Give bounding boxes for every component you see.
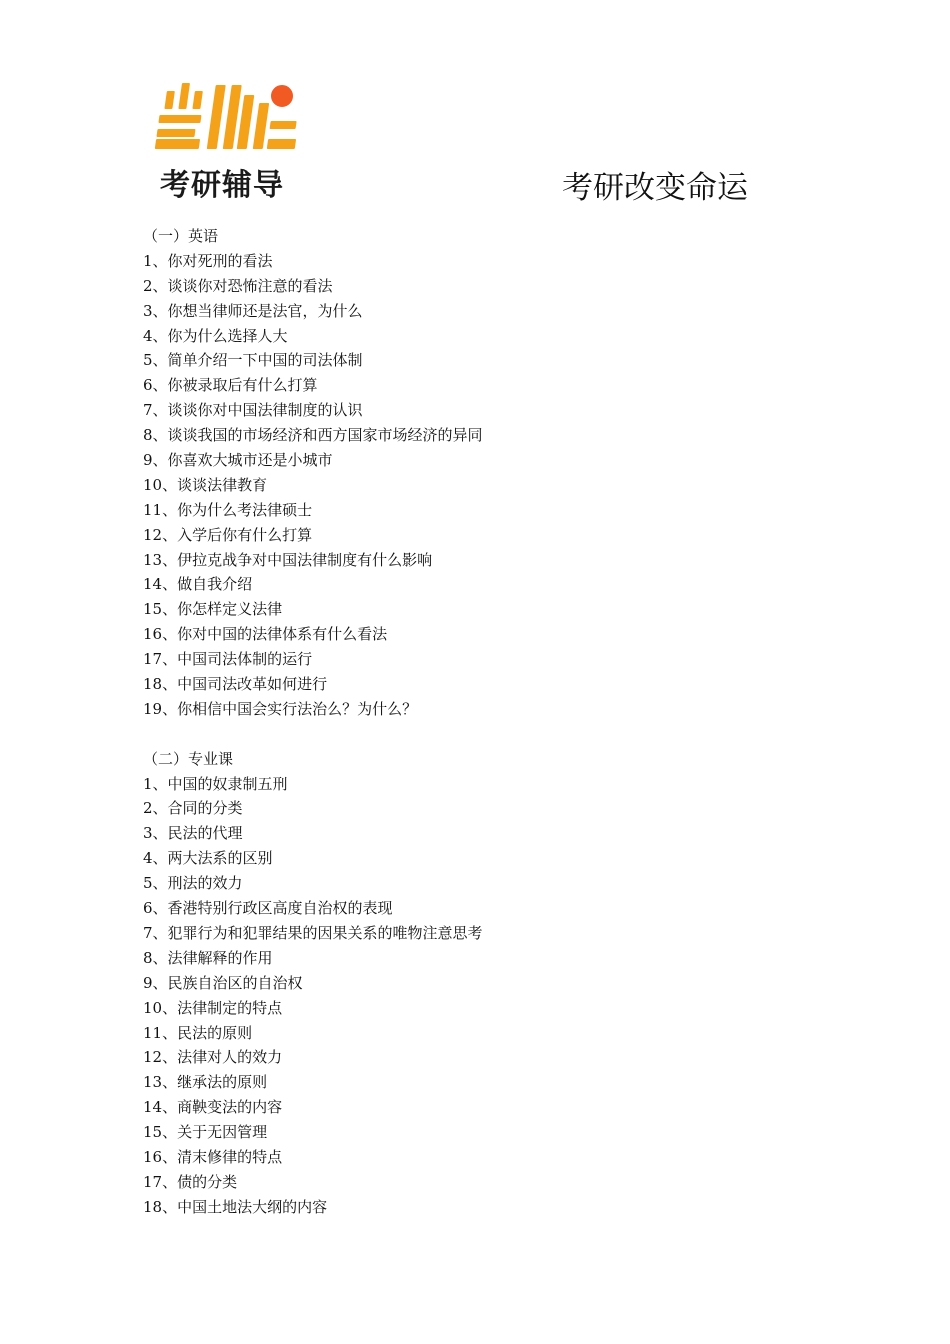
question-content <box>143 224 843 1220</box>
list-item: 8、法律解释的作用 <box>143 948 273 967</box>
list-item: 3、民法的代理 <box>143 824 243 843</box>
logo-mark-icon <box>150 76 302 156</box>
question-list <box>143 772 843 1220</box>
list-item: 13、继承法的原则 <box>143 1073 268 1092</box>
list-item: 18、中国土地法大纲的内容 <box>143 1197 328 1216</box>
question-list <box>143 249 843 722</box>
list-item: 12、法律对人的效力 <box>143 1048 283 1067</box>
list-item: 1、中国的奴隶制五刑 <box>143 774 288 793</box>
list-item: 10、谈谈法律教育 <box>143 475 268 494</box>
list-item: 13、伊拉克战争对中国法律制度有什么影响 <box>143 550 433 569</box>
list-item: 9、民族自治区的自治权 <box>143 973 303 992</box>
list-item: 7、谈谈你对中国法律制度的认识 <box>143 401 363 420</box>
list-item: 17、债的分类 <box>143 1172 238 1191</box>
list-item: 5、简单介绍一下中国的司法体制 <box>143 351 363 370</box>
list-item: 4、两大法系的区别 <box>143 849 273 868</box>
list-item: 1、你对死刑的看法 <box>143 251 273 270</box>
list-item: 14、商鞅变法的内容 <box>143 1098 283 1117</box>
list-item: 4、你为什么选择人大 <box>143 326 288 345</box>
list-item: 6、香港特别行政区高度自治权的表现 <box>143 899 393 918</box>
list-item: 5、刑法的效力 <box>143 874 243 893</box>
list-item: 2、合同的分类 <box>143 799 243 818</box>
list-item: 9、你喜欢大城市还是小城市 <box>143 451 333 470</box>
list-item: 17、中国司法体制的运行 <box>143 650 313 669</box>
list-item: 11、你为什么考法律硕士 <box>143 500 313 519</box>
list-item: 11、民法的原则 <box>143 1023 253 1042</box>
brand-logo <box>150 76 310 203</box>
list-item: 3、你想当律师还是法官，为什么 <box>143 301 363 320</box>
section-title: （一）英语 <box>143 227 219 245</box>
list-item: 16、你对中国的法律体系有什么看法 <box>143 625 388 644</box>
list-item: 14、做自我介绍 <box>143 575 253 594</box>
list-item: 19、你相信中国会实行法治么？为什么？ <box>143 699 418 718</box>
list-item: 16、清末修律的特点 <box>143 1147 283 1166</box>
list-item: 8、谈谈我国的市场经济和西方国家市场经济的异同 <box>143 426 483 445</box>
list-item: 15、你怎样定义法律 <box>143 600 283 619</box>
list-item: 7、犯罪行为和犯罪结果的因果关系的唯物注意思考 <box>143 923 483 942</box>
list-item: 12、入学后你有什么打算 <box>143 525 313 544</box>
section-title: （二）专业课 <box>143 749 234 768</box>
logo-tagline: 考研辅导 <box>160 168 284 203</box>
list-item: 6、你被录取后有什么打算 <box>143 376 318 395</box>
slogan: 考研改变命运 <box>562 170 748 206</box>
list-item: 10、法律制定的特点 <box>143 998 283 1017</box>
list-item: 2、谈谈你对恐怖注意的看法 <box>143 276 333 295</box>
section-english <box>143 224 843 722</box>
list-item: 15、关于无因管理 <box>143 1123 268 1142</box>
section-major-courses <box>143 747 843 1220</box>
list-item: 18、中国司法改革如何进行 <box>143 675 328 694</box>
